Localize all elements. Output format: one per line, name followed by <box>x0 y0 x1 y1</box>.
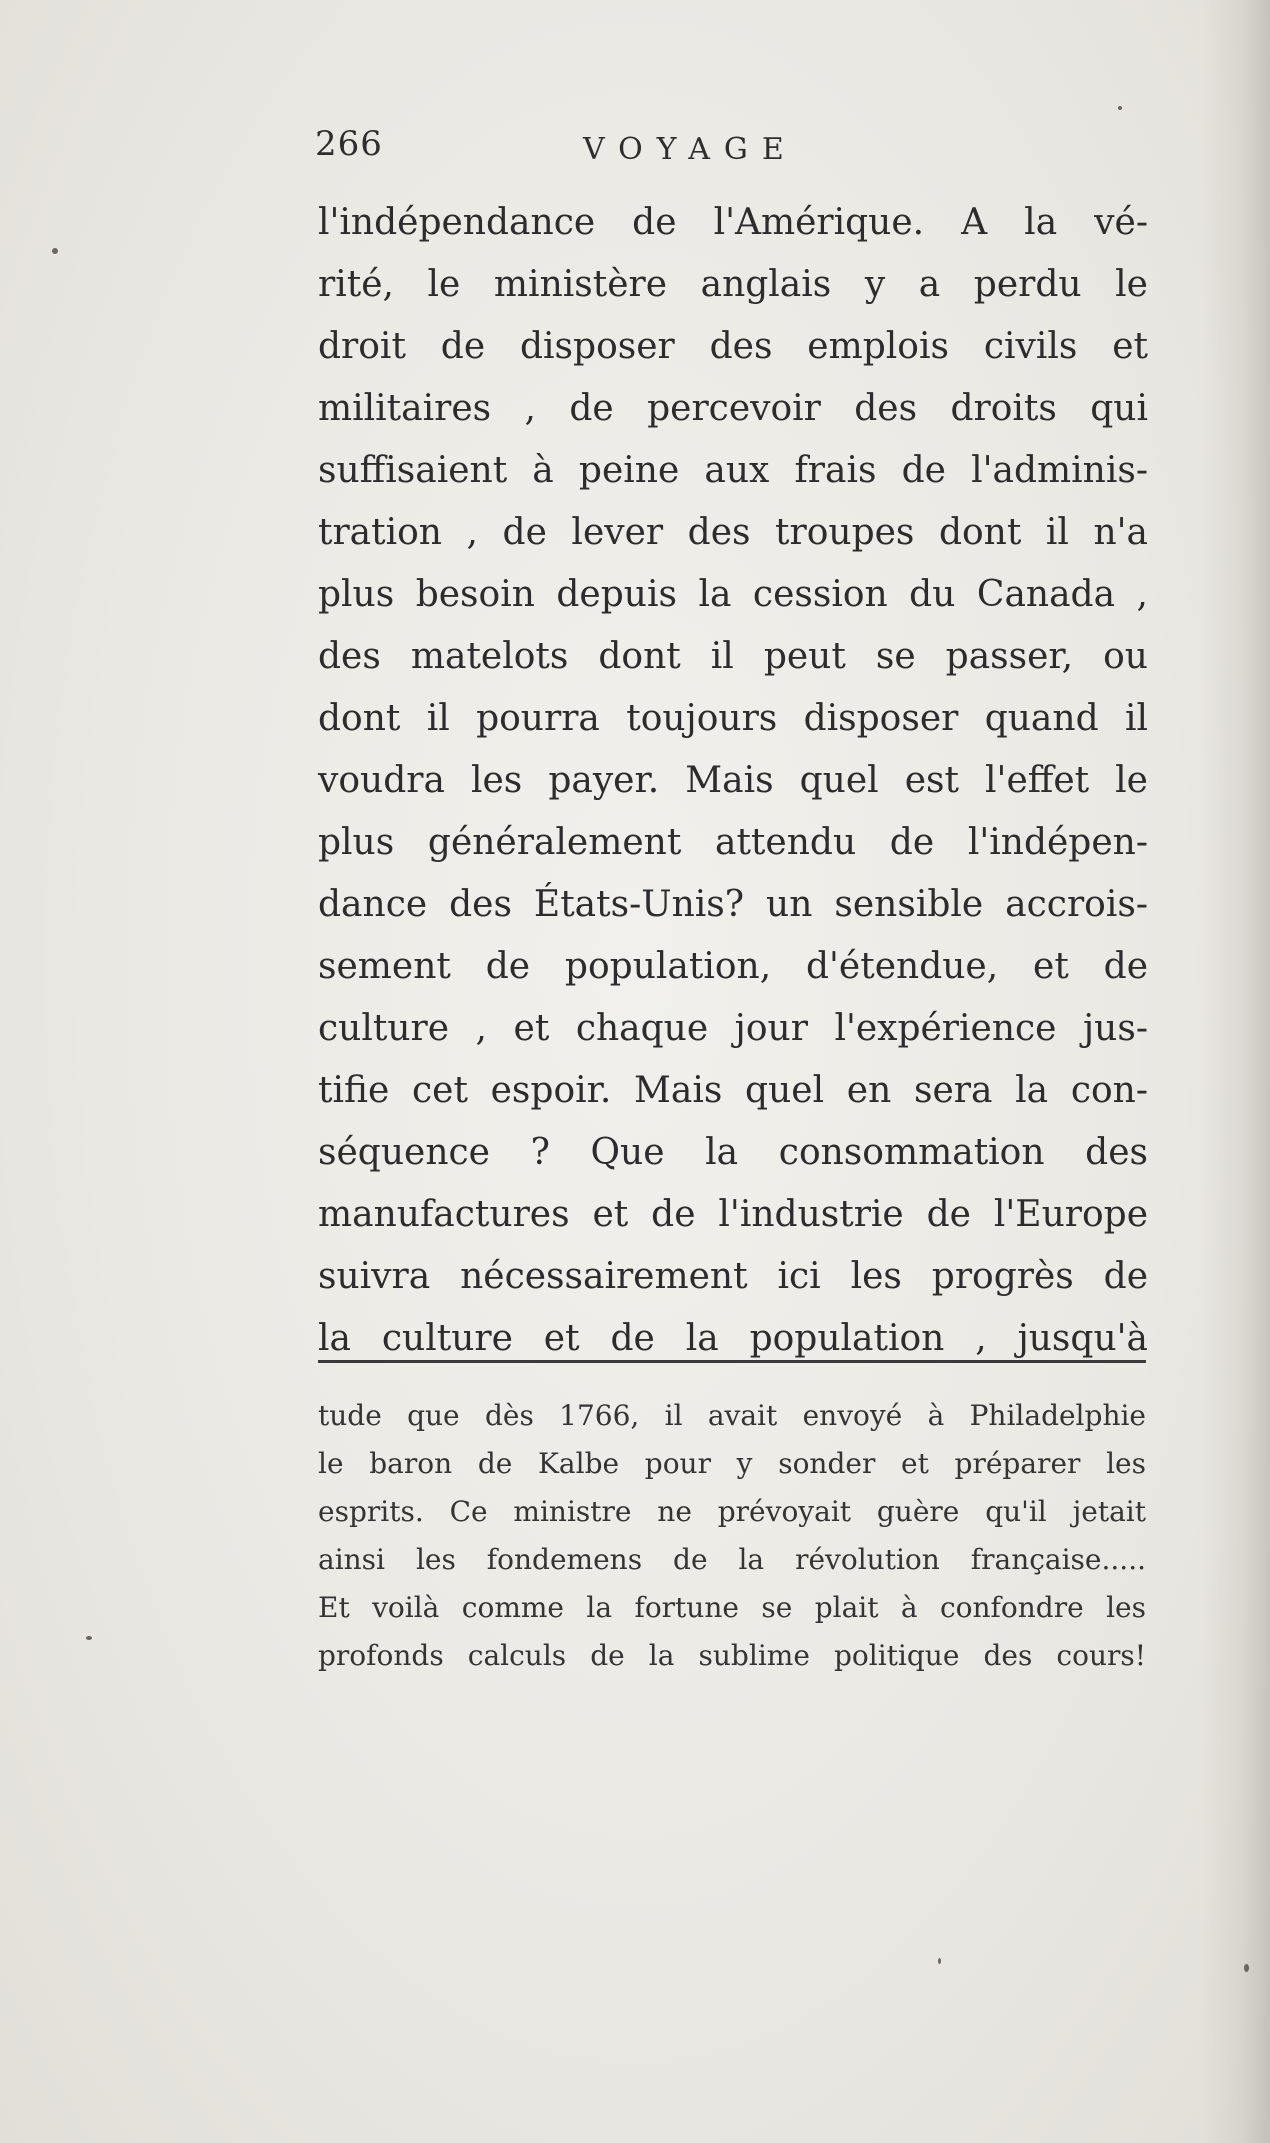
page-number: 266 <box>315 124 383 164</box>
paper-speck <box>1118 106 1122 110</box>
text-line: tration , de lever des troupes dont il n'a <box>318 512 1148 553</box>
main-text-block <box>318 192 1148 1370</box>
footnote-line: Et voilà comme la fortune se plait à confondre les <box>318 1591 1146 1624</box>
paper-speck <box>52 248 58 254</box>
text-line: l'indépendance de l'Amérique. A la vé- <box>318 202 1148 243</box>
text-line: suffisaient à peine aux frais de l'adminis- <box>318 450 1148 491</box>
running-title <box>583 120 798 169</box>
text-line: sement de population, d'étendue, et de <box>318 946 1148 987</box>
footnote-block <box>318 1392 1146 1680</box>
footnote-line: esprits. Ce ministre ne prévoyait guère qu'il jetait <box>318 1495 1146 1528</box>
text-line: plus généralement attendu de l'indépen- <box>318 822 1148 863</box>
text-line: des matelots dont il peut se passer, ou <box>318 636 1148 677</box>
footnote-line: le baron de Kalbe pour y sonder et préparer les <box>318 1447 1146 1480</box>
text-line: suivra nécessairement ici les progrès de <box>318 1256 1148 1297</box>
paper-speck <box>1244 1964 1249 1972</box>
footnote-line: ainsi les fondemens de la révolution française..... <box>318 1543 1146 1576</box>
text-line: séquence ? Que la consommation des <box>318 1132 1148 1173</box>
text-line: dance des États-Unis? un sensible accrois- <box>318 884 1148 925</box>
running-head <box>315 120 1155 170</box>
footnote-rule <box>318 1360 1146 1363</box>
page-gutter-shadow <box>1200 0 1270 2143</box>
running-title-text: VOYAGE <box>583 132 798 167</box>
footnote-line: tude que dès 1766, il avait envoyé à Philadelphie <box>318 1399 1146 1432</box>
text-line: culture , et chaque jour l'expérience jus- <box>318 1008 1148 1049</box>
text-line: plus besoin depuis la cession du Canada , <box>318 574 1148 615</box>
text-line: voudra les payer. Mais quel est l'effet le <box>318 760 1148 801</box>
text-line: tifie cet espoir. Mais quel en sera la con- <box>318 1070 1148 1111</box>
text-line: droit de disposer des emplois civils et <box>318 326 1148 367</box>
text-line: manufactures et de l'industrie de l'Europe <box>318 1194 1148 1235</box>
paper-speck <box>938 1958 941 1964</box>
text-line: rité, le ministère anglais y a perdu le <box>318 264 1148 305</box>
footnote-line: profonds calculs de la sublime politique des cours! <box>318 1639 1146 1672</box>
paper-speck <box>86 1636 92 1640</box>
text-line: dont il pourra toujours disposer quand il <box>318 698 1148 739</box>
text-line: la culture et de la population , jusqu'à <box>318 1318 1148 1359</box>
text-line: militaires , de percevoir des droits qui <box>318 388 1148 429</box>
